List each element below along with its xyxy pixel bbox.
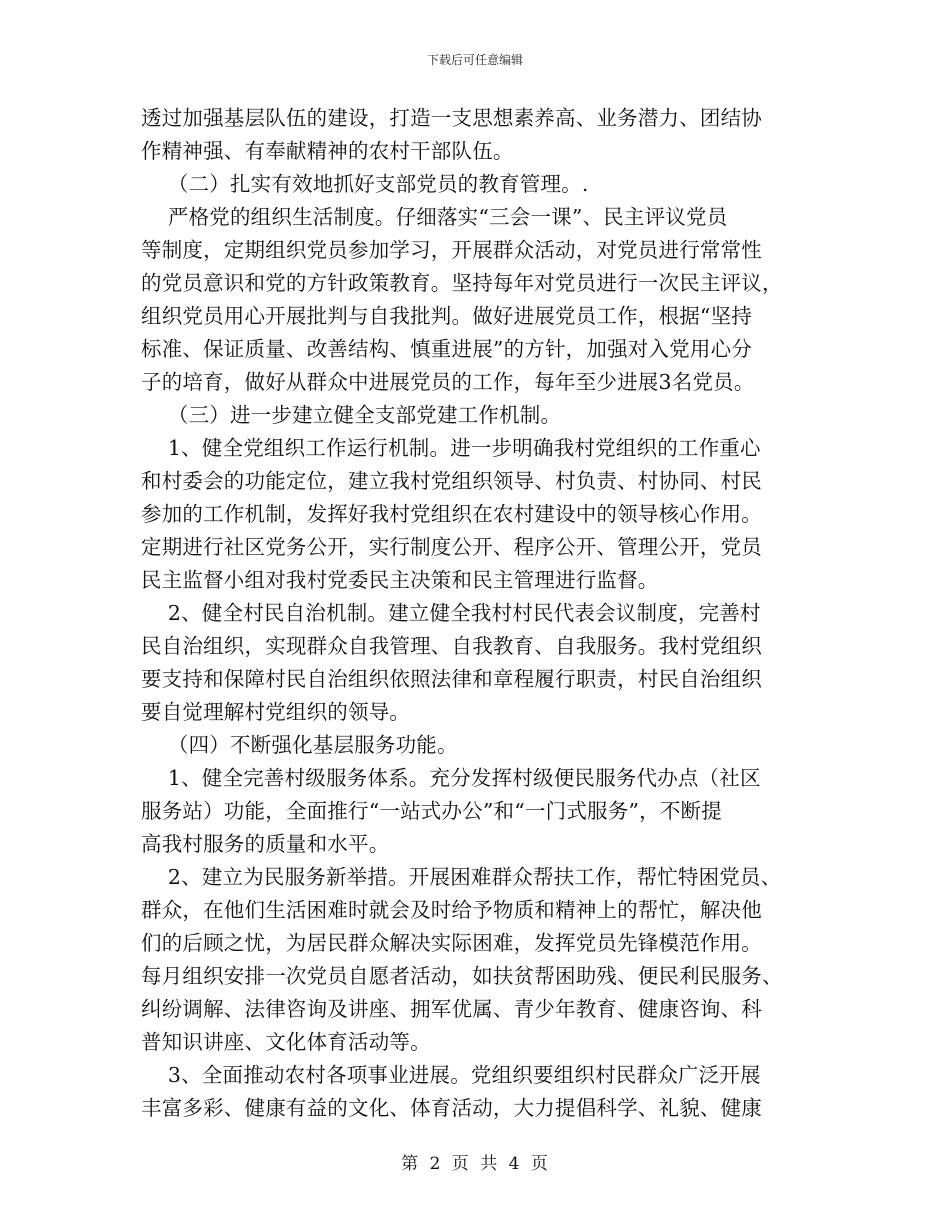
total-pages: 4 — [508, 1154, 521, 1174]
text-line: 群众，在他们生活困难时就会及时给予物质和精神上的帮忙，解决他 — [141, 898, 762, 922]
page-footer — [0, 1153, 950, 1175]
section-heading: （四）不断强化基层服务功能。 — [141, 733, 458, 757]
text-line: 透过加强基层队伍的建设，打造一支思想素养高、业务潜力、团结协 — [141, 106, 762, 130]
text-line: 纠纷调解、法律咨询及讲座、拥军优属、青少年教育、健康咨询、科 — [141, 997, 762, 1021]
page-number: 2 — [429, 1154, 442, 1174]
text-line: 要支持和保障村民自治组织依照法律和章程履行职责，村民自治组织 — [141, 667, 762, 691]
section-heading: （三）进一步建立健全支部党建工作机制。 — [141, 403, 562, 427]
text-line: 作精神强、有奉献精神的农村干部队伍。 — [141, 139, 514, 163]
text-line: 民主监督小组对我村党委民主决策和民主管理进行监督。 — [141, 568, 659, 592]
text-line: 和村委会的功能定位，建立我村党组织领导、村负责、村协同、村民 — [141, 469, 762, 493]
text-line: 的党员意识和党的方针政策教育。坚持每年对党员进行一次民主评议， — [141, 271, 783, 295]
text-line: 服务站）功能，全面推行“一站式办公”和“一门式服务”，不断提 — [141, 799, 722, 823]
text-line: 标准、保证质量、改善结构、慎重进展”的方针，加强对入党用心分 — [141, 337, 752, 361]
text-line: 子的培育，做好从群众中进展党员的工作，每年至少进展3名党员。 — [141, 370, 755, 394]
text-line: 组织党员用心开展批判与自我批判。做好进展党员工作，根据“坚持 — [141, 304, 752, 328]
section-heading: （二）扎实有效地抓好支部党员的教育管理。. — [141, 172, 589, 196]
text-line: 丰富多彩、健康有益的文化、体育活动，大力提倡科学、礼貌、健康 — [141, 1096, 762, 1120]
text-line: 高我村服务的质量和水平。 — [141, 832, 390, 856]
text-line: 等制度，定期组织党员参加学习，开展群众活动，对党员进行常常性 — [141, 238, 762, 262]
text-line: 参加的工作机制，发挥好我村党组织在农村建设中的领导核心作用。 — [141, 502, 762, 526]
paragraph-start: 3、全面推动农村各项事业进展。党组织要组织村民群众广泛开展 — [141, 1063, 761, 1087]
paragraph-start: 严格党的组织生活制度。仔细落实“三会一课”、民主评议党员 — [141, 205, 728, 229]
document-body — [141, 102, 821, 1125]
page-unit: 页 — [451, 1154, 470, 1174]
paragraph-start: 2、健全村民自治机制。建立健全我村村民代表会议制度，完善村 — [141, 601, 761, 625]
paragraph-start: 2、建立为民服务新举措。开展困难群众帮扶工作，帮忙特困党员、 — [141, 865, 782, 889]
text-line: 民自治组织，实现群众自我管理、自我教育、自我服务。我村党组织 — [141, 634, 762, 658]
text-line: 要自觉理解村党组织的领导。 — [141, 700, 411, 724]
paragraph-start: 1、健全党组织工作运行机制。进一步明确我村党组织的工作重心 — [141, 436, 761, 460]
page-header-note: 下载后可任意编辑 — [426, 53, 523, 67]
text-line: 定期进行社区党务公开，实行制度公开、程序公开、管理公开，党员 — [141, 535, 762, 559]
text-line: 们的后顾之忧，为居民群众解决实际困难，发挥党员先锋模范作用。 — [141, 931, 762, 955]
text-line: 普知识讲座、文化体育活动等。 — [141, 1030, 431, 1054]
total-unit: 页 — [530, 1154, 549, 1174]
paragraph-start: 1、健全完善村级服务体系。充分发挥村级便民服务代办点（社区 — [141, 766, 761, 790]
page-label: 第 — [401, 1154, 420, 1174]
total-label: 共 — [480, 1154, 499, 1174]
text-line: 每月组织安排一次党员自愿者活动，如扶贫帮困助残、便民利民服务、 — [141, 964, 783, 988]
